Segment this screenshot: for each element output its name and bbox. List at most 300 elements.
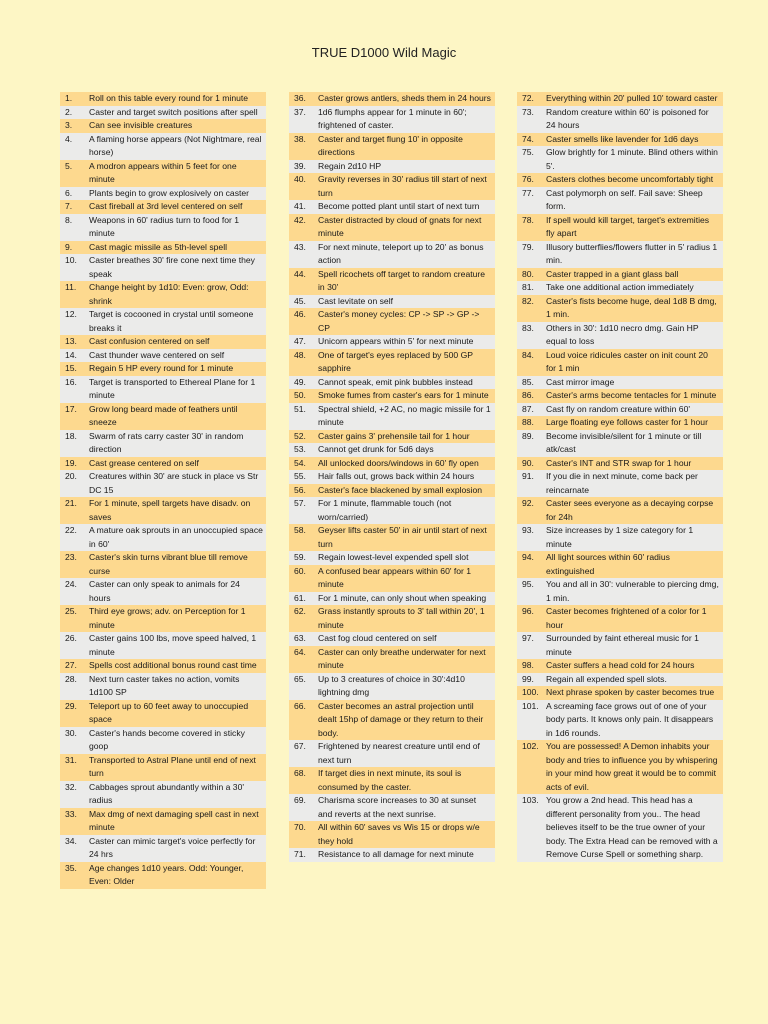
row-number: 58. [294, 525, 306, 535]
row-effect: For 1 minute, spell targets have disadv. on saves [89, 498, 251, 522]
row-number: 24. [65, 579, 77, 589]
row-number: 75. [522, 147, 534, 157]
row-effect: Change height by 1d10: Even: grow, Odd: shrink [89, 282, 249, 306]
row-number: 68. [294, 768, 306, 778]
row-effect: Caster's arms become tentacles for 1 minute [546, 390, 717, 400]
table-row [60, 457, 266, 471]
row-number: 31. [65, 754, 77, 765]
row-number: 94. [522, 552, 534, 562]
row-effect: Caster gains 3' prehensile tail for 1 hour [318, 430, 470, 441]
table-row [517, 376, 723, 390]
row-number: 23. [65, 552, 77, 562]
row-number: 103. [522, 795, 539, 805]
row-number: 59. [294, 552, 306, 562]
row-number: 60. [294, 565, 306, 576]
row-effect: Cabbages sprout abundantly within a 30' radius [89, 781, 245, 805]
row-effect: A confused bear appears within 60' for 1 minute [318, 565, 472, 589]
row-effect: Cannot speak, emit pink bubbles instead [318, 376, 473, 387]
row-effect: Caster trapped in a giant glass ball [546, 268, 679, 279]
row-effect: Cast levitate on self [318, 295, 393, 306]
row-effect: Spectral shield, +2 AC, no magic missile for 1 minute [318, 403, 491, 427]
table-row [60, 727, 266, 754]
table-row [289, 106, 495, 133]
table-column-2 [289, 92, 495, 862]
row-effect: Caster smells like lavender for 1d6 days [546, 133, 699, 144]
row-number: 101. [522, 700, 539, 711]
row-number: 26. [65, 633, 77, 643]
row-effect: Caster sees everyone as a decaying corpse for 24h [546, 498, 714, 522]
row-number: 71. [294, 849, 306, 859]
row-effect: Transported to Astral Plane until end of next turn [89, 754, 256, 778]
row-number: 86. [522, 390, 534, 400]
row-effect: Next phrase spoken by caster becomes true [546, 687, 715, 697]
row-effect: Caster suffers a head cold for 24 hours [546, 660, 695, 670]
row-effect: Illusory butterflies/flowers flutter in 5' radius 1 min. [546, 241, 718, 265]
table-row [289, 376, 495, 390]
table-row [517, 133, 723, 147]
row-number: 19. [65, 457, 77, 468]
row-effect: For next minute, teleport up to 20' as bonus action [318, 241, 484, 265]
row-effect: Caster distracted by cloud of gnats for next minute [318, 214, 482, 238]
table-row [289, 308, 495, 335]
table-row [60, 308, 266, 335]
row-number: 43. [294, 241, 306, 252]
row-effect: Caster's money cycles: CP -> SP -> GP -> CP [318, 309, 480, 333]
row-effect: Regain lowest-level expended spell slot [318, 552, 469, 562]
table-row [517, 430, 723, 457]
table-row [60, 187, 266, 201]
row-effect: Caster and target switch positions after spell [89, 106, 258, 117]
table-row [517, 281, 723, 295]
table-row [60, 160, 266, 187]
row-effect: Cast fog cloud centered on self [318, 633, 437, 643]
table-row [517, 497, 723, 524]
row-number: 79. [522, 241, 534, 252]
row-effect: Others in 30': 1d10 necro dmg. Gain HP equal to loss [546, 322, 699, 346]
row-number: 65. [294, 673, 306, 684]
table-row [60, 673, 266, 700]
row-effect: Cast fireball at 3rd level centered on self [89, 201, 243, 211]
row-number: 87. [522, 403, 534, 414]
table-row [289, 484, 495, 498]
row-number: 64. [294, 646, 306, 657]
table-row [517, 470, 723, 497]
table-row [60, 430, 266, 457]
row-effect: Roll on this table every round for 1 minute [89, 93, 249, 103]
row-number: 22. [65, 525, 77, 535]
row-effect: Caster's face blackened by small explosion [318, 484, 483, 495]
row-number: 15. [65, 363, 77, 373]
row-effect: All within 60' saves vs Wis 15 or drops w/e they hold [318, 822, 480, 846]
row-number: 70. [294, 822, 306, 832]
row-number: 102. [522, 741, 539, 751]
row-effect: If target dies in next minute, its soul is consumed by the caster. [318, 768, 462, 792]
row-number: 38. [294, 133, 306, 144]
row-effect: Random creature within 60' is poisoned for 24 hours [546, 106, 709, 130]
table-row [517, 187, 723, 214]
row-effect: Grass instantly sprouts to 3' tall within 20', 1 minute [318, 606, 485, 630]
row-number: 28. [65, 673, 77, 684]
table-row [60, 119, 266, 133]
row-effect: Target is cocooned in crystal until someone breaks it [89, 309, 254, 333]
row-effect: Charisma score increases to 30 at sunset and reverts at the next sunrise. [318, 795, 477, 819]
row-number: 49. [294, 376, 306, 387]
row-effect: Unicorn appears within 5' for next minute [318, 336, 474, 346]
row-effect: One of target's eyes replaced by 500 GP sapphire [318, 349, 473, 373]
table-row [517, 146, 723, 173]
row-effect: Regain 5 HP every round for 1 minute [89, 363, 234, 373]
row-number: 29. [65, 700, 77, 711]
table-row [517, 794, 723, 862]
row-effect: Creatures within 30' are stuck in place vs Str DC 15 [89, 471, 259, 495]
row-effect: Caster becomes an astral projection until dealt 15hp of damage or they return to their body. [318, 700, 484, 738]
table-row [289, 173, 495, 200]
row-number: 83. [522, 322, 534, 333]
row-number: 45. [294, 295, 306, 306]
row-number: 14. [65, 349, 77, 360]
table-row [517, 214, 723, 241]
row-number: 18. [65, 430, 77, 441]
table-row [289, 673, 495, 700]
table-row [60, 200, 266, 214]
row-effect: Caster can mimic target's voice perfectly for 24 hrs [89, 835, 256, 859]
row-effect: For 1 minute, flammable touch (not worn/carried) [318, 498, 452, 522]
row-number: 20. [65, 471, 77, 481]
row-effect: Size increases by 1 size category for 1 minute [546, 525, 694, 549]
row-effect: Casters clothes become uncomfortably tight [546, 174, 714, 184]
table-row [60, 403, 266, 430]
table-row [517, 106, 723, 133]
table-row [289, 403, 495, 430]
row-number: 76. [522, 174, 534, 184]
row-number: 80. [522, 268, 534, 279]
row-number: 97. [522, 633, 534, 643]
row-effect: 1d6 flumphs appear for 1 minute in 60'; frightened of caster. [318, 106, 467, 130]
table-row [60, 254, 266, 281]
table-row [289, 470, 495, 484]
table-row [289, 646, 495, 673]
row-effect: Next turn caster takes no action, vomits 1d100 SP [89, 673, 240, 697]
row-effect: Caster's fists become huge, deal 1d8 B dmg, 1 min. [546, 295, 717, 319]
row-effect: Grow long beard made of feathers until sneeze [89, 403, 238, 427]
table-row [289, 92, 495, 106]
row-number: 82. [522, 295, 534, 306]
table-row [60, 781, 266, 808]
table-row [289, 821, 495, 848]
row-effect: Weapons in 60' radius turn to food for 1 minute [89, 214, 240, 238]
row-effect: Caster can only speak to animals for 24 hours [89, 579, 240, 603]
table-row [60, 497, 266, 524]
row-effect: A flaming horse appears (Not Nightmare, real horse) [89, 133, 262, 157]
row-effect: Caster's INT and STR swap for 1 hour [546, 457, 692, 468]
table-row [289, 349, 495, 376]
row-number: 98. [522, 660, 534, 670]
table-row [60, 551, 266, 578]
row-number: 16. [65, 376, 77, 387]
row-effect: Hair falls out, grows back within 24 hours [318, 471, 475, 481]
row-effect: Cast grease centered on self [89, 457, 199, 468]
row-effect: You are possessed! A Demon inhabits your body and tries to influence you by whispering in your mind how great it would be to commit acts of evil. [546, 741, 718, 792]
row-effect: Cast magic missile as 5th-level spell [89, 241, 228, 252]
row-effect: Everything within 20' pulled 10' toward caster [546, 93, 718, 103]
table-row [289, 592, 495, 606]
row-effect: Resistance to all damage for next minute [318, 849, 474, 859]
row-number: 73. [522, 106, 534, 117]
table-row [60, 133, 266, 160]
table-row [517, 700, 723, 741]
table-row [289, 295, 495, 309]
row-number: 9. [65, 241, 73, 252]
row-number: 84. [522, 349, 534, 360]
table-row [60, 524, 266, 551]
row-effect: Swarm of rats carry caster 30' in random direction [89, 430, 244, 454]
table-row [517, 551, 723, 578]
row-number: 48. [294, 349, 306, 360]
row-number: 66. [294, 700, 306, 711]
table-row [517, 632, 723, 659]
table-row [517, 524, 723, 551]
table-row [517, 92, 723, 106]
table-row [289, 497, 495, 524]
row-number: 62. [294, 606, 306, 616]
page-title: TRUE D1000 Wild Magic [311, 45, 457, 60]
table-row [60, 470, 266, 497]
row-number: 96. [522, 606, 534, 616]
row-effect: Teleport up to 60 feet away to unoccupied space [89, 700, 249, 724]
table-row [60, 808, 266, 835]
row-number: 61. [294, 592, 306, 603]
row-effect: Cast thunder wave centered on self [89, 349, 225, 360]
row-effect: A modron appears within 5 feet for one minute [89, 160, 237, 184]
row-number: 10. [65, 255, 77, 265]
row-effect: Caster can only breathe underwater for next minute [318, 646, 486, 670]
table-row [517, 403, 723, 417]
row-effect: Cast fly on random creature within 60' [546, 403, 690, 414]
row-number: 40. [294, 174, 306, 184]
row-effect: Geyser lifts caster 50' in air until start of next turn [318, 525, 487, 549]
table-row [60, 281, 266, 308]
row-effect: Gravity reverses in 30' radius till start of next turn [318, 174, 487, 198]
row-effect: Cast polymorph on self. Fail save: Sheep form. [546, 187, 703, 211]
row-number: 100. [522, 687, 539, 697]
row-effect: For 1 minute, can only shout when speaking [318, 592, 487, 603]
row-number: 50. [294, 390, 306, 400]
row-effect: Become potted plant until start of next turn [318, 201, 480, 211]
row-number: 74. [522, 133, 534, 144]
table-row [289, 200, 495, 214]
table-row [517, 349, 723, 376]
row-number: 90. [522, 457, 534, 468]
row-effect: Spells cost additional bonus round cast time [89, 660, 257, 670]
row-number: 67. [294, 741, 306, 751]
row-effect: You and all in 30': vulnerable to piercing dmg, 1 min. [546, 579, 719, 603]
table-row [60, 92, 266, 106]
table-row [289, 430, 495, 444]
row-number: 55. [294, 471, 306, 481]
table-row [289, 214, 495, 241]
table-row [289, 335, 495, 349]
row-number: 6. [65, 187, 73, 198]
row-number: 12. [65, 309, 77, 319]
table-row [289, 160, 495, 174]
table-row [517, 389, 723, 403]
row-number: 63. [294, 633, 306, 643]
row-number: 53. [294, 444, 306, 454]
row-number: 81. [522, 282, 534, 292]
row-effect: Cannot get drunk for 5d6 days [318, 444, 434, 454]
row-number: 2. [65, 106, 73, 117]
row-effect: Cast mirror image [546, 376, 615, 387]
row-number: 5. [65, 160, 73, 171]
row-number: 13. [65, 336, 77, 346]
row-number: 57. [294, 498, 306, 508]
table-row [517, 673, 723, 687]
table-row [289, 524, 495, 551]
table-row [289, 443, 495, 457]
table-row [517, 578, 723, 605]
row-number: 54. [294, 457, 306, 468]
table-row [289, 794, 495, 821]
row-number: 17. [65, 403, 77, 414]
row-number: 30. [65, 727, 77, 738]
row-effect: All light sources within 60' radius extinguished [546, 552, 670, 576]
row-number: 78. [522, 214, 534, 225]
table-row [289, 268, 495, 295]
row-effect: Caster becomes frightened of a color for 1 hour [546, 606, 707, 630]
row-effect: Become invisible/silent for 1 minute or till atk/cast [546, 430, 702, 454]
row-number: 33. [65, 808, 77, 819]
table-column-3 [517, 92, 723, 862]
table-row [289, 632, 495, 646]
table-row [289, 767, 495, 794]
table-row [60, 659, 266, 673]
row-number: 4. [65, 133, 73, 144]
row-number: 88. [522, 417, 534, 427]
table-row [289, 241, 495, 268]
table-row [60, 106, 266, 120]
row-number: 72. [522, 93, 534, 103]
row-effect: Cast confusion centered on self [89, 336, 210, 346]
row-effect: Target is transported to Ethereal Plane for 1 minute [89, 376, 256, 400]
table-row [517, 295, 723, 322]
row-number: 3. [65, 120, 73, 130]
table-row [60, 362, 266, 376]
table-row [517, 241, 723, 268]
table-column-1 [60, 92, 266, 889]
table-row [289, 848, 495, 862]
table-row [289, 605, 495, 632]
table-row [60, 241, 266, 255]
row-effect: Plants begin to grow explosively on caster [89, 187, 250, 198]
row-effect: Caster and target flung 10' in opposite directions [318, 133, 463, 157]
row-number: 39. [294, 160, 306, 171]
row-effect: A mature oak sprouts in an unoccupied space in 60' [89, 525, 263, 549]
table-row [60, 578, 266, 605]
row-number: 25. [65, 606, 77, 616]
table-row [289, 740, 495, 767]
table-row [517, 322, 723, 349]
row-effect: Frightened by nearest creature until end of next turn [318, 741, 480, 765]
table-row [60, 349, 266, 363]
table-row [289, 389, 495, 403]
row-number: 69. [294, 795, 306, 805]
row-number: 7. [65, 201, 73, 211]
table-row [60, 605, 266, 632]
row-effect: Third eye grows; adv. on Perception for 1 minute [89, 606, 246, 630]
row-effect: Smoke fumes from caster's ears for 1 minute [318, 390, 489, 400]
row-number: 32. [65, 781, 77, 792]
row-effect: A screaming face grows out of one of your body parts. It knows only pain. It disappears in 1d6 rounds. [546, 700, 714, 738]
row-number: 41. [294, 201, 306, 211]
table-row [517, 416, 723, 430]
table-row [517, 268, 723, 282]
table-row [60, 754, 266, 781]
row-effect: Large floating eye follows caster for 1 hour [546, 417, 708, 427]
row-number: 11. [65, 282, 77, 292]
row-effect: You grow a 2nd head. This head has a different personality from you.. The head believes itself to be the true owner of your body. The Extra Head can be removed with a Remove Curse Spell or something sharp. [546, 795, 718, 859]
table-row [517, 173, 723, 187]
row-effect: Glow brightly for 1 minute. Blind others within 5'. [546, 147, 718, 171]
row-number: 93. [522, 525, 534, 535]
table-row [517, 740, 723, 794]
table-row [517, 605, 723, 632]
row-number: 52. [294, 430, 306, 441]
row-effect: Take one additional action immediately [546, 282, 694, 292]
table-row [60, 700, 266, 727]
row-effect: Caster breathes 30' fire cone next time they speak [89, 255, 255, 279]
table-row [289, 700, 495, 741]
row-number: 1. [65, 93, 73, 103]
table-row [60, 632, 266, 659]
row-number: 36. [294, 93, 306, 103]
row-number: 27. [65, 660, 77, 670]
row-number: 56. [294, 484, 306, 495]
row-number: 46. [294, 309, 306, 319]
table-row [289, 457, 495, 471]
row-effect: Surrounded by faint ethereal music for 1 minute [546, 633, 699, 657]
row-number: 91. [522, 471, 534, 481]
row-number: 35. [65, 862, 77, 873]
row-number: 47. [294, 336, 306, 346]
row-number: 8. [65, 214, 73, 225]
row-effect: Age changes 1d10 years. Odd: Younger, Even: Older [89, 862, 244, 886]
row-effect: Spell ricochets off target to random creature in 30' [318, 268, 486, 292]
row-number: 37. [294, 106, 306, 117]
row-effect: Up to 3 creatures of choice in 30':4d10 lightning dmg [318, 673, 465, 697]
row-effect: Regain all expended spell slots. [546, 673, 667, 684]
table-row [517, 659, 723, 673]
table-row [289, 551, 495, 565]
row-number: 95. [522, 579, 534, 589]
row-number: 92. [522, 498, 534, 508]
table-row [60, 335, 266, 349]
table-row [289, 565, 495, 592]
row-number: 42. [294, 214, 306, 225]
row-effect: If you die in next minute, come back per reincarnate [546, 471, 698, 495]
row-number: 21. [65, 498, 77, 508]
row-effect: Caster's hands become covered in sticky goop [89, 727, 245, 751]
table-row [60, 862, 266, 889]
row-number: 89. [522, 430, 534, 441]
row-effect: Caster gains 100 lbs, move speed halved, 1 minute [89, 633, 257, 657]
row-effect: Caster grows antlers, sheds them in 24 hours [318, 93, 491, 103]
row-effect: Max dmg of next damaging spell cast in next minute [89, 808, 259, 832]
table-row [517, 457, 723, 471]
table-row [60, 376, 266, 403]
row-number: 85. [522, 376, 534, 387]
row-effect: Regain 2d10 HP [318, 160, 382, 171]
row-number: 77. [522, 187, 534, 198]
